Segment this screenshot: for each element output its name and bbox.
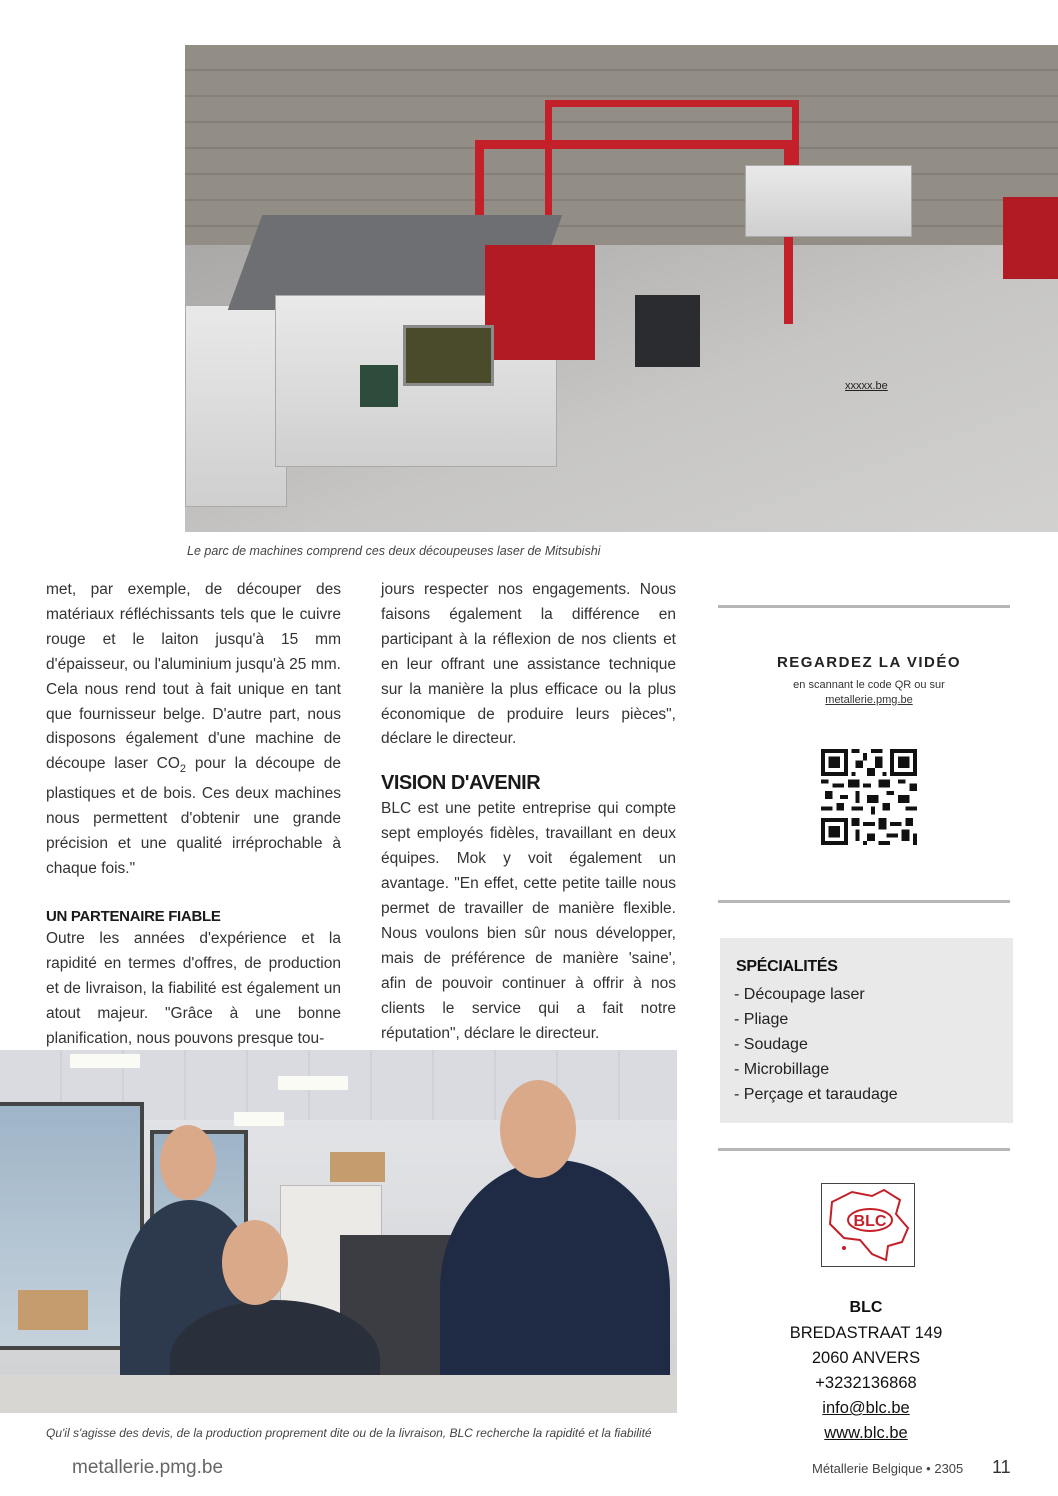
contact-city: 2060 ANVERS: [811, 1349, 921, 1367]
article-column-1: [46, 578, 341, 1052]
logo-text: BLC: [853, 1213, 887, 1230]
sidebar-rule-top: [718, 605, 1010, 608]
article-column-2: [381, 578, 676, 1046]
co2-subscript: 2: [179, 763, 187, 776]
office-desk: [0, 1375, 677, 1413]
laser-machine-red-panel: [485, 245, 595, 360]
second-machine-red-panel: [1003, 197, 1058, 279]
laser-machine-window: [403, 325, 494, 386]
qr-code-icon[interactable]: [821, 749, 917, 845]
chiller-unit: [635, 295, 700, 367]
col1-paragraph-1: [46, 578, 341, 882]
contact-phone[interactable]: +3232136868: [815, 1374, 917, 1392]
video-title: REGARDEZ LA VIDÉO: [776, 654, 962, 671]
ceiling-light: [278, 1076, 348, 1090]
footer-site-link[interactable]: metallerie.pmg.be: [72, 1457, 224, 1478]
specialty-item: - Découpage laser: [734, 986, 865, 1003]
blc-logo: [821, 1183, 915, 1267]
heading-partner: UN PARTENAIRE FIABLE: [46, 907, 221, 925]
belgium-map-icon: [822, 1184, 914, 1266]
col1-p1-text: met, par exemple, de découper des matériaux réfléchissants tels que le cuivre rouge et le laiton jusqu'à 15 mm d'épaisseur, ou l'aluminium jusqu'à 25 mm. Cela nous rend tout à fait unique en tant que fournisseur belge. D'autre part, nous disposons également d'une machine de découpe laser CO: [46, 581, 341, 773]
col1-paragraph-2: Outre les années d'expérience et la rapidité en termes d'offres, de production et de livraison, la fiabilité est également un atout majeur. "Grâce à une bonne planification, nous pouvons presque tou-: [46, 929, 341, 1047]
bottom-photo-caption: Qu'il s'agisse des devis, de la production proprement dite ou de la livraison, BLC recherche la rapidité et la fiabilité: [46, 1426, 652, 1440]
video-link[interactable]: metallerie.pmg.be: [825, 694, 913, 706]
heading-vision: VISION D'AVENIR: [381, 772, 541, 795]
carton-box: [330, 1152, 385, 1182]
control-screen: [360, 365, 398, 407]
bottom-photo-office-team: [0, 1050, 677, 1413]
specialties-title: SPÉCIALITÉS: [736, 958, 838, 975]
person-right-head: [500, 1080, 576, 1178]
second-laser-machine: [745, 165, 912, 237]
col1-p1-text-end: pour la découpe de plastiques et de bois. Ces deux machines nous permettent d'obtenir une grande précision et une qualité irréprochable à chaque fois.": [46, 755, 341, 878]
contact-website[interactable]: www.blc.be: [824, 1424, 908, 1442]
laser-machine-left: [185, 305, 287, 507]
top-photo-caption: Le parc de machines comprend ces deux découpeuses laser de Mitsubishi: [187, 544, 601, 558]
page-number: 11: [992, 1457, 1011, 1477]
ceiling-light: [70, 1054, 140, 1068]
photo-credit[interactable]: xxxxx.be: [845, 380, 888, 392]
specialty-item: - Perçage et taraudage: [734, 1086, 898, 1103]
specialty-item: - Pliage: [734, 1011, 789, 1028]
carton-box: [18, 1290, 88, 1330]
specialty-item: - Microbillage: [734, 1061, 830, 1078]
col2-paragraph-1: jours respecter nos engagements. Nous faisons également la différence en participant à la réflexion de nos clients et en leur offrant une assistance technique sur la manière la plus efficace ou la plus économique de produire leurs pièces", déclare le directeur.: [381, 581, 676, 748]
specialty-item: - Soudage: [734, 1036, 808, 1053]
person-left-head: [160, 1125, 216, 1200]
person-center-head: [222, 1220, 288, 1305]
col2-paragraph-2: BLC est une petite entreprise qui compte sept employés fidèles, travaillant en deux équipes. Mok y voit également un avantage. "En effet, cette petite taille nous permet de travailler de manière flexible. Nous voulons bien sûr nous développer, mais de préférence de manière 'saine', afin de pouvoir continuer à offrir à nos clients le service qui a fait notre réputation", déclare le directeur.: [381, 800, 676, 1042]
sidebar-rule-bottom: [718, 1148, 1010, 1151]
sidebar-rule-middle: [718, 900, 1010, 903]
contact-company: BLC: [849, 1299, 883, 1316]
specialties-box: [720, 938, 1013, 1123]
ceiling-light: [234, 1112, 284, 1126]
contact-address: BREDASTRAAT 149: [789, 1324, 943, 1342]
video-subtitle: en scannant le code QR ou sur: [793, 679, 945, 691]
top-photo-laser-machines: [185, 45, 1058, 532]
footer-issue: Métallerie Belgique • 2305: [812, 1461, 964, 1476]
specialties-list: [734, 982, 898, 1107]
contact-email[interactable]: info@blc.be: [822, 1399, 910, 1417]
